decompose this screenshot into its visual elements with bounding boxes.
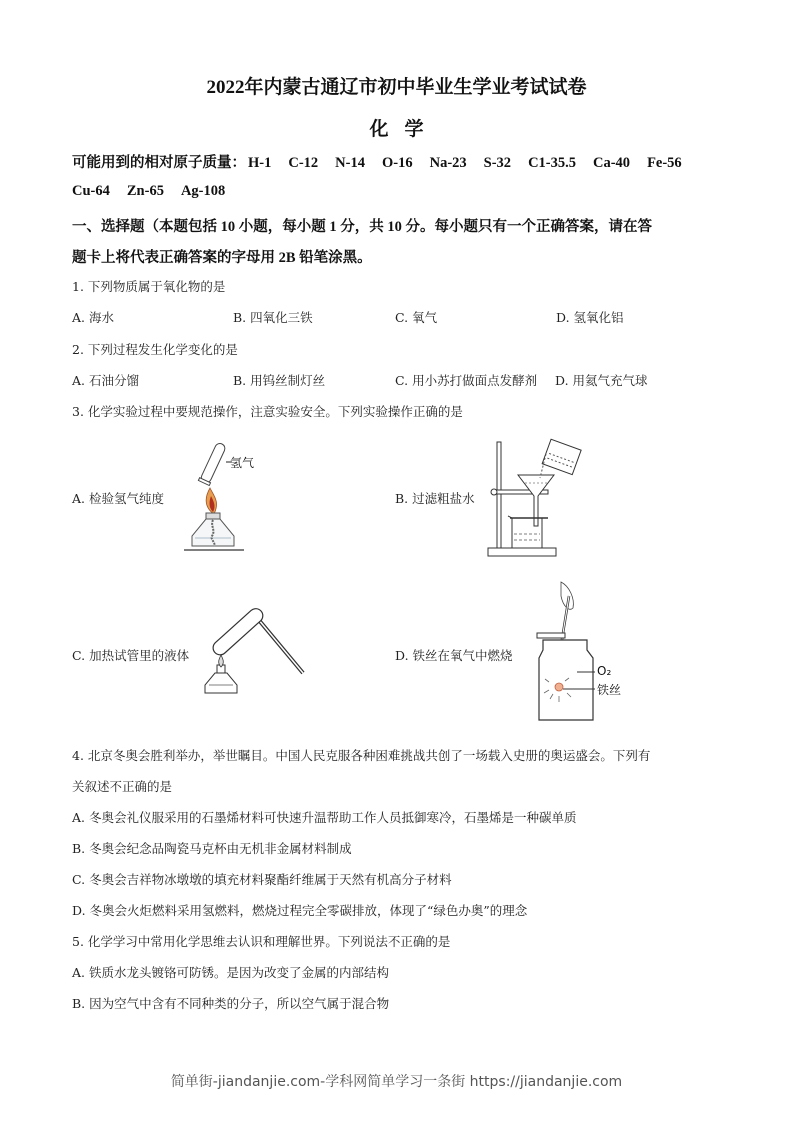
atomic-masses-label: 可能用到的相对原子质量： [72,155,246,171]
atomic-mass: C1-35.5 [528,155,576,171]
section-heading-cont: 题卡上将代表正确答案的字母用 2B 铅笔涂黑。 [72,250,372,266]
question-4-option-a: A. 冬奥会礼仪服采用的石墨烯材料可快速升温帮助工作人员抵御寒冷，石墨烯是一种碳单质 [72,810,577,825]
figure-iron-wire-burning [535,578,655,723]
figure-label-oxygen: O₂ [597,664,612,678]
atomic-mass: O-16 [381,155,413,171]
atomic-mass: N-14 [335,155,365,171]
figure-label-hydrogen: 氢气 [230,456,255,470]
question-4-stem: 4. 北京冬奥会胜利举办，举世瞩目。中国人民克服各种困难挑战共创了一场载入史册的奥运盛会。下列有 [72,748,651,763]
question-4-option-d: D. 冬奥会火炬燃料采用氢燃料，燃烧过程完全零碳排放，体现了“绿色办奥”的理念 [72,903,528,918]
question-3-option-b: B. 过滤粗盐水 [395,491,475,506]
atomic-masses-line1 [72,151,682,172]
question-5-option-a: A. 铁质水龙头镀铬可防锈。是因为改变了金属的内部结构 [72,965,389,980]
atomic-mass: Na-23 [429,155,467,171]
atomic-mass: Ag-108 [180,183,226,199]
atomic-mass: Ca-40 [593,155,631,171]
page-title: 2022年内蒙古通辽市初中毕业生学业考试试卷 [206,77,587,98]
question-2-option-a: A. 石油分馏 [72,373,139,388]
figure-label-iron-wire: 铁丝 [597,683,622,697]
figure-filtration [450,438,600,558]
question-4-stem-cont: 关叙述不正确的是 [72,779,173,794]
figure-hydrogen-purity-test [170,440,280,555]
question-3-stem: 3. 化学实验过程中要规范操作，注意实验安全。下列实验操作正确的是 [72,404,463,419]
question-1-option-d: D. 氢氧化铝 [556,310,624,325]
alcohol-lamp-test-tube-icon [170,440,280,555]
atomic-mass: Cu-64 [72,183,110,199]
footer-watermark: 简单街-jiandanjie.com-学科网简单学习一条街 https://jiandanjie.com [170,1074,623,1090]
question-4-option-c: C. 冬奥会吉祥物冰墩墩的填充材料聚酯纤维属于天然有机高分子材料 [72,872,452,887]
atomic-mass: C-12 [288,155,319,171]
figure-heating-test-tube [195,605,315,705]
question-3-option-a: A. 检验氢气纯度 [72,491,164,506]
atomic-mass: Fe-56 [647,155,682,171]
filtration-apparatus-icon [450,438,600,558]
subject-title: 化学 [369,119,440,140]
atomic-mass: H-1 [248,155,272,171]
gas-jar-iron-wire-icon [535,578,655,723]
question-5-option-b: B. 因为空气中含有不同种类的分子，所以空气属于混合物 [72,996,390,1011]
question-2-option-d: D. 用氦气充气球 [555,373,648,388]
atomic-masses-line2 [72,183,242,200]
question-1-option-b: B. 四氧化三铁 [233,310,313,325]
question-1-option-c: C. 氧气 [395,310,438,325]
atomic-mass: Zn-65 [126,183,164,199]
question-2-option-b: B. 用钨丝制灯丝 [233,373,326,388]
section-heading: 一、选择题（本题包括 10 小题，每小题 1 分，共 10 分。每小题只有一个正确答案，请在答 [72,219,652,235]
atomic-mass: S-32 [483,155,512,171]
question-1-stem: 1. 下列物质属于氧化物的是 [72,279,226,294]
question-2-stem: 2. 下列过程发生化学变化的是 [72,342,238,357]
question-3-option-d: D. 铁丝在氧气中燃烧 [395,648,513,663]
heating-test-tube-icon [195,605,315,705]
question-5-stem: 5. 化学学习中常用化学思维去认识和理解世界。下列说法不正确的是 [72,934,451,949]
question-4-option-b: B. 冬奥会纪念品陶瓷马克杯由无机非金属材料制成 [72,841,352,856]
question-3-option-c: C. 加热试管里的液体 [72,648,190,663]
question-1-option-a: A. 海水 [72,310,114,325]
question-2-option-c: C. 用小苏打做面点发酵剂 [395,373,538,388]
